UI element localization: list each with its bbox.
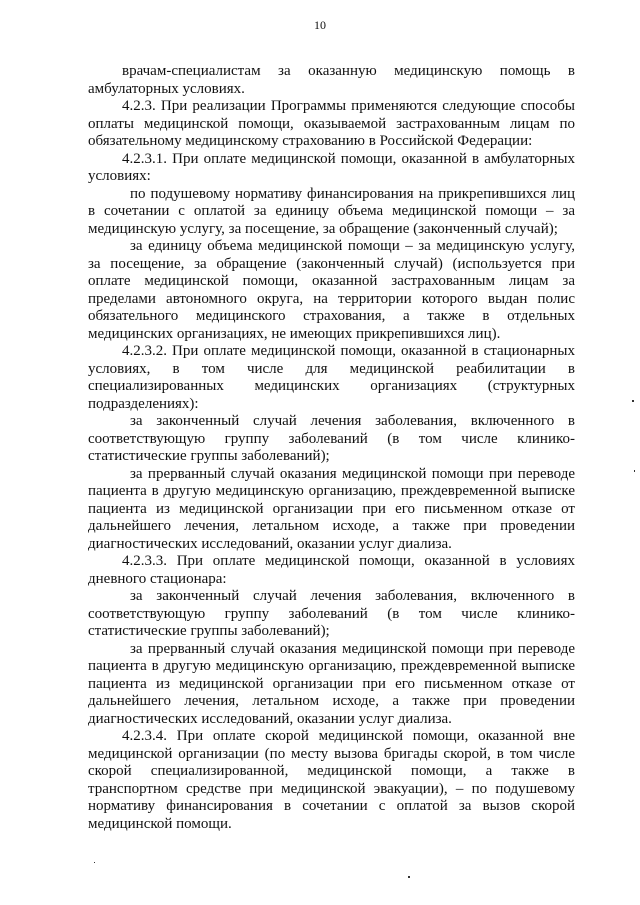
- paragraph-unit-volume-outpatient: за единицу объема медицинской помощи – за медицинскую услугу, за посещение, за обращение (законченный случай) (используется при оплате медицинской помощи, оказанной застрахованным лицам за пределами автономного округа, на территории которого выдан полис обязательного медицинского страхования, а также в отдельных медицинских организациях, не имеющих прикрепившихся лиц).: [88, 238, 575, 342]
- paragraph-interrupted-case-day-hospital: за прерванный случай оказания медицинской помощи при переводе пациента в другую медицинскую организацию, преждевременной выписке пациента из медицинской организации при его письменном отказе от дальнейшего лечения, летальном исходе, а также при проведении диагностических исследований, оказании услуг диализа.: [88, 640, 575, 727]
- paragraph-interrupted-case-inpatient: за прерванный случай оказания медицинской помощи при переводе пациента в другую медицинскую организацию, преждевременной выписке пациента из медицинской организации при его письменном отказе от дальнейшего лечения, летальном исходе, а также при проведении диагностических исследований, оказании услуг диализа.: [88, 465, 575, 552]
- paragraph-completed-case-inpatient: за законченный случай лечения заболевания, включенного в соответствующую группу заболеваний (в том числе клинико-статистические группы заболеваний);: [88, 413, 575, 464]
- page-number: 10: [314, 18, 326, 32]
- scan-speck: [634, 470, 635, 472]
- scan-speck: [408, 876, 410, 878]
- document-body: [88, 63, 575, 833]
- paragraph-per-capita-outpatient: по подушевому нормативу финансирования на прикрепившихся лиц в сочетании с оплатой за единицу объема медицинской помощи – за медицинскую услугу, за посещение, за обращение (законченный случай);: [88, 185, 575, 237]
- paragraph-4-2-3-3: 4.2.3.3. При оплате медицинской помощи, оказанной в условиях дневного стационара:: [88, 553, 575, 587]
- paragraph-completed-case-day-hospital: за законченный случай лечения заболевания, включенного в соответствующую группу заболеваний (в том числе клинико-статистические группы заболеваний);: [88, 588, 575, 639]
- paragraph-4-2-3-4: 4.2.3.4. При оплате скорой медицинской помощи, оказанной вне медицинской организации (по месту вызова бригады скорой, в том числе скорой специализированной, медицинской помощи, а также в транспортном средстве при медицинской эвакуации), – по подушевому нормативу финансирования в сочетании с оплатой за вызов скорой медицинской помощи.: [88, 728, 575, 832]
- scan-speck: [632, 400, 634, 402]
- paragraph-4-2-3: 4.2.3. При реализации Программы применяются следующие способы оплаты медицинской помощи, оказываемой застрахованным лицам по обязательному медицинскому страхованию в Российской Федерации:: [88, 98, 575, 149]
- scan-speck: [94, 862, 95, 863]
- paragraph-continuation: врачам-специалистам за оказанную медицинскую помощь в амбулаторных условиях.: [88, 63, 575, 97]
- paragraph-4-2-3-2: 4.2.3.2. При оплате медицинской помощи, оказанной в стационарных условиях, в том числе для медицинской реабилитации в специализированных медицинских организациях (структурных подразделениях):: [88, 343, 575, 412]
- paragraph-4-2-3-1: 4.2.3.1. При оплате медицинской помощи, оказанной в амбулаторных условиях:: [88, 150, 575, 184]
